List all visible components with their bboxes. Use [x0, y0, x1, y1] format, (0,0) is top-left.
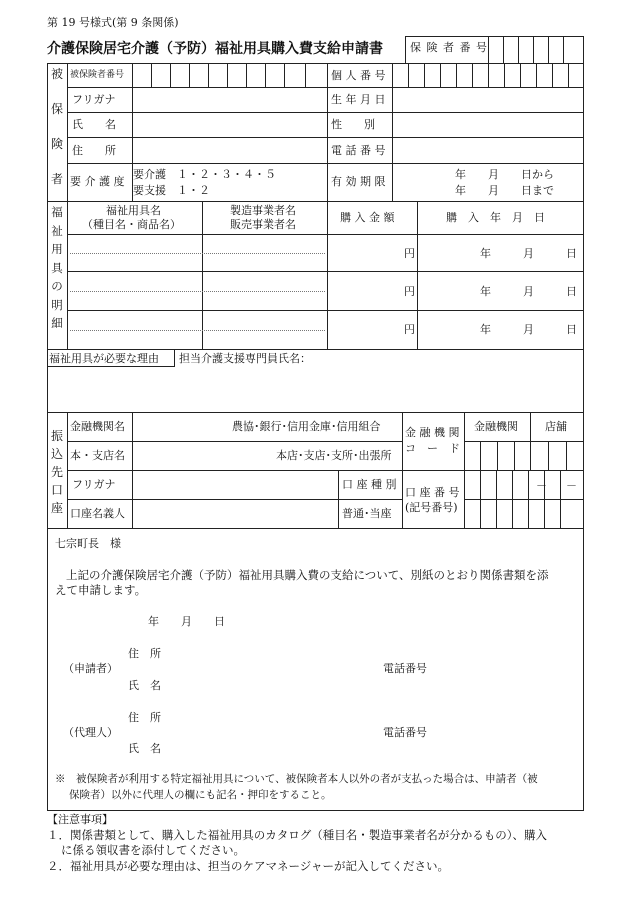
agent-phone-label: 電話番号: [383, 726, 427, 739]
applicant-label: （申請者）: [63, 662, 118, 675]
notes-item1-line2: に係る領収書を添付してください。: [61, 843, 245, 857]
applicant-name-label: 氏 名: [128, 679, 161, 692]
col-date-label: 購 入 年 月 日: [446, 211, 545, 224]
address-label: 住 所: [72, 144, 116, 157]
col-amount-label: 購 入 金 額: [340, 211, 395, 224]
validity-to[interactable]: 年 月 日まで: [455, 184, 554, 197]
application-date[interactable]: 年 月 日: [148, 615, 225, 628]
agent-address-label: 住 所: [128, 711, 161, 724]
application-note-2: 保険者）以外に代理人の欄にも記名・押印をすること。: [69, 789, 332, 801]
agent-label: （代理人）: [63, 726, 118, 739]
page-title: 介護保険居宅介護（予防）福祉用具購入費支給申請書: [47, 41, 383, 57]
care-manager-label: 担当介護支援専門員氏名：: [179, 352, 311, 365]
form-number: 第 19 号様式(第 9 条関係): [47, 16, 179, 29]
care-level-label: 要 介 護 度: [70, 175, 125, 188]
application-body-1: 上記の介護保険居宅介護（予防）福祉用具購入費の支給について、別紙のとおり関係書類を添: [66, 568, 549, 582]
insured-number-label: 被保険者番号: [70, 70, 125, 80]
bank-furigana-label: フリガナ: [72, 478, 116, 491]
birthdate-label: 生 年 月 日: [331, 93, 386, 106]
account-hyphen-1: －: [536, 479, 547, 492]
institution-code-label: 金融機関: [474, 420, 518, 433]
applicant-address-label: 住 所: [128, 647, 161, 660]
bank-code-label-2: コ ー ド: [405, 442, 460, 455]
validity-from[interactable]: 年 月 日から: [455, 168, 554, 181]
account-hyphen-2: －: [566, 479, 577, 492]
account-number-label-2: (記号番号): [405, 501, 458, 514]
agent-name-label: 氏 名: [128, 742, 161, 755]
individual-number-label: 個 人 番 号: [331, 69, 386, 82]
bank-code-label-1: 金 融 機 関: [405, 426, 460, 439]
addressee: 七宗町長 様: [55, 537, 121, 550]
account-holder-label: 口座名義人: [70, 507, 125, 520]
col-maker-sub: 販売事業者名: [230, 218, 296, 231]
insurer-number-label: 保 険 者 番 号: [410, 41, 488, 54]
account-type-label: 口 座 種 別: [342, 478, 397, 491]
application-note-1: ※ 被保険者が利用する特定福祉用具について、被保険者本人以外の者が支払った場合は、申請者（被: [55, 773, 538, 785]
equipment-section-label: 福 祉 用 具 の 明 細: [51, 205, 63, 330]
notes-item1-line1: １．関係書類として、購入した福祉用具のカタログ（種目名・製造事業者名が分かるもの）、購入: [47, 828, 548, 842]
col-maker-label: 製造事業者名: [230, 204, 296, 217]
care-level-options-2[interactable]: 要支援 １・２: [133, 184, 210, 197]
sex-label: 性 別: [331, 118, 375, 131]
validity-label: 有 効 期 限: [331, 175, 386, 188]
institution-label: 金融機関名: [70, 420, 125, 433]
furigana-label: フリガナ: [72, 93, 116, 106]
reason-label: 福祉用具が必要な理由: [49, 352, 159, 365]
branch-label: 本・支店名: [70, 449, 125, 462]
care-level-options-1[interactable]: 要介護 １・２・３・４・５: [133, 168, 276, 181]
col-item-sub: （種目名・商品名）: [82, 218, 181, 231]
store-code-label: 店舗: [545, 420, 567, 433]
bank-section-label: 振 込 先 口 座: [50, 429, 63, 515]
institution-types[interactable]: 農協･銀行･信用金庫･信用組合: [232, 420, 381, 433]
notes-heading: 【注意事項】: [47, 813, 113, 826]
col-item-label: 福祉用具名: [106, 204, 161, 217]
phone-label: 電 話 番 号: [331, 144, 386, 157]
notes-item2: ２．福祉用具が必要な理由は、担当のケアマネージャーが記入してください。: [47, 859, 450, 873]
name-label: 氏 名: [72, 118, 116, 131]
applicant-phone-label: 電話番号: [383, 662, 427, 675]
branch-types[interactable]: 本店･支店･支所･出張所: [276, 449, 392, 462]
account-number-label-1: 口 座 番 号: [405, 486, 460, 499]
insured-section-label: 被 保 険 者: [50, 67, 63, 186]
account-type-value[interactable]: 普通･当座: [342, 507, 392, 520]
application-body-2: えて申請します。: [55, 583, 147, 597]
